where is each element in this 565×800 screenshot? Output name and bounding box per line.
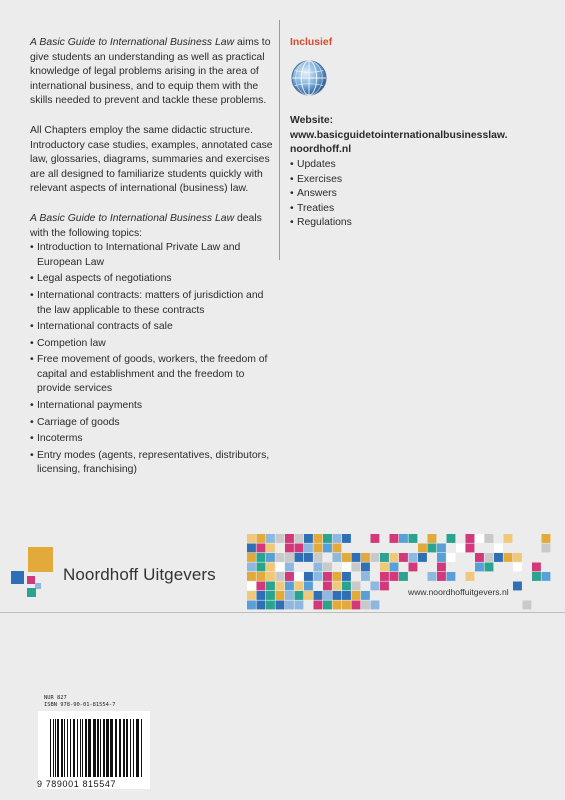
barcode-bar — [119, 719, 121, 777]
mosaic-tile — [342, 534, 351, 543]
mosaic-tile — [295, 534, 304, 543]
barcode-bar — [88, 719, 91, 777]
publisher-logo-icon — [11, 547, 53, 597]
mosaic-tile — [333, 572, 342, 581]
mosaic-tile — [266, 534, 275, 543]
isbn-code: ISBN 978-90-01-81554-7 — [44, 701, 116, 708]
mosaic-tile — [352, 582, 361, 591]
mosaic-tile — [304, 582, 313, 591]
mosaic-tile — [276, 553, 285, 562]
mosaic-tile — [485, 553, 494, 562]
barcode-bar — [93, 719, 96, 777]
topic-item: • Incoterms — [30, 432, 275, 447]
barcode-bar — [133, 719, 134, 777]
topic-item: • Introduction to International Private Law and European Law — [30, 241, 275, 270]
mosaic-tile — [447, 572, 456, 581]
mosaic-tile — [295, 601, 304, 610]
mosaic-tile — [371, 553, 380, 562]
intro-paragraph — [30, 36, 275, 109]
barcode-bar — [115, 719, 117, 777]
mosaic-tile — [333, 534, 342, 543]
mosaic-tile — [352, 563, 361, 572]
mosaic-tile — [314, 601, 323, 610]
mosaic-tile — [323, 534, 332, 543]
website-url-line1[interactable]: www.basicguidetointernationalbusinesslaw. — [290, 129, 508, 141]
mosaic-tile — [247, 534, 256, 543]
mosaic-tile — [428, 534, 437, 543]
barcode-bar — [77, 719, 78, 777]
barcode-bar — [130, 719, 131, 777]
mosaic-tile — [390, 572, 399, 581]
mosaic-tile — [304, 572, 313, 581]
publisher-url[interactable]: www.noordhoffuitgevers.nl — [408, 587, 509, 597]
mosaic-tile — [285, 601, 294, 610]
barcode-bar — [61, 719, 63, 777]
mosaic-tile — [266, 563, 275, 572]
mosaic-tile — [390, 534, 399, 543]
mosaic-tile — [276, 582, 285, 591]
mosaic-tile — [333, 582, 342, 591]
barcode-bar — [106, 719, 109, 777]
publisher-name: Noordhoff Uitgevers — [63, 565, 216, 584]
intro-text: aims to give students an understanding as well as practical knowledge of legal problems arising in the area of international business, and to equip them with the skills needed to prevent and tackle these problems. — [30, 37, 271, 107]
mosaic-tile — [342, 601, 351, 610]
mosaic-tile — [323, 601, 332, 610]
mosaic-tile — [542, 534, 551, 543]
website-label: Website: — [290, 115, 334, 127]
mosaic-tile — [399, 572, 408, 581]
mosaic-tile — [266, 591, 275, 600]
mosaic-tile — [437, 563, 446, 572]
mosaic-tile — [342, 553, 351, 562]
mosaic-tile — [285, 553, 294, 562]
mosaic-tile — [266, 572, 275, 581]
topic-item: • Entry modes (agents, representatives, distributors, licensing, franchising) — [30, 449, 275, 478]
mosaic-tile — [513, 582, 522, 591]
mosaic-tile — [342, 572, 351, 581]
topic-item: • Competion law — [30, 337, 275, 352]
topic-item: • Legal aspects of negotiations — [30, 272, 275, 287]
mosaic-tile — [390, 563, 399, 572]
mosaic-tile — [409, 553, 418, 562]
mosaic-tile — [475, 563, 484, 572]
extras-item: • Exercises — [290, 173, 550, 188]
mosaic-tile — [504, 534, 513, 543]
mosaic-tile — [361, 601, 370, 610]
mosaic-tile — [314, 572, 323, 581]
book-title-italic: A Basic Guide to International Business Law — [30, 37, 235, 48]
mosaic-tile — [295, 572, 304, 581]
book-title-italic-2: A Basic Guide to International Business Law — [30, 212, 235, 224]
barcode-bar — [80, 719, 81, 777]
extras-column — [290, 36, 550, 231]
mosaic-tile — [466, 572, 475, 581]
mosaic-tile — [542, 572, 551, 581]
topic-item: • International contracts: matters of jurisdiction and the law applicable to these contracts — [30, 289, 275, 318]
topic-item: • Carriage of goods — [30, 416, 275, 431]
mosaic-tile — [409, 563, 418, 572]
barcode-bar — [64, 719, 65, 777]
mosaic-tile — [285, 591, 294, 600]
barcode-bar — [100, 719, 101, 777]
mosaic-tile — [485, 563, 494, 572]
mosaic-tile — [428, 572, 437, 581]
mosaic-tile — [371, 582, 380, 591]
pixel-mosaic — [247, 534, 557, 610]
topic-item: • International payments — [30, 399, 275, 414]
mosaic-tile — [266, 582, 275, 591]
mosaic-tile — [266, 601, 275, 610]
mosaic-tile — [399, 553, 408, 562]
mosaic-tile — [475, 553, 484, 562]
mosaic-tile — [447, 553, 456, 562]
mosaic-tile — [380, 563, 389, 572]
mosaic-tile — [276, 601, 285, 610]
mosaic-tile — [352, 601, 361, 610]
mosaic-tile — [247, 553, 256, 562]
mosaic-tile — [532, 572, 541, 581]
topics-list — [30, 241, 275, 478]
description-column — [30, 36, 275, 480]
mosaic-tile — [266, 544, 275, 553]
mosaic-tile — [333, 591, 342, 600]
barcode-bar — [50, 719, 51, 777]
barcode-bar — [141, 719, 142, 777]
mosaic-tile — [285, 563, 294, 572]
mosaic-tile — [532, 563, 541, 572]
barcode-bar — [123, 719, 125, 777]
mosaic-tile — [276, 572, 285, 581]
mosaic-tile — [257, 544, 266, 553]
mosaic-tile — [257, 601, 266, 610]
mosaic-tile — [352, 553, 361, 562]
mosaic-tile — [276, 591, 285, 600]
mosaic-tile — [371, 534, 380, 543]
mosaic-tile — [314, 544, 323, 553]
mosaic-tile — [361, 563, 370, 572]
mosaic-tile — [323, 572, 332, 581]
mosaic-tile — [333, 601, 342, 610]
mosaic-tile — [361, 591, 370, 600]
mosaic-tile — [342, 563, 351, 572]
mosaic-tile — [304, 591, 313, 600]
mosaic-tile — [333, 544, 342, 553]
mosaic-tile — [409, 534, 418, 543]
mosaic-tile — [247, 591, 256, 600]
mosaic-tile — [342, 582, 351, 591]
mosaic-tile — [314, 553, 323, 562]
mosaic-tile — [314, 591, 323, 600]
barcode-digits: 9 789001 815547 — [37, 779, 117, 789]
mosaic-tile — [485, 534, 494, 543]
barcode-bar — [57, 719, 59, 777]
mosaic-tile — [257, 572, 266, 581]
mosaic-tile — [304, 553, 313, 562]
mosaic-tile — [390, 553, 399, 562]
mosaic-tile — [247, 582, 256, 591]
mosaic-tile — [523, 601, 532, 610]
mosaic-tile — [247, 572, 256, 581]
mosaic-tile — [456, 544, 465, 553]
column-divider — [279, 20, 280, 260]
topics-intro — [30, 212, 275, 241]
mosaic-tile — [257, 591, 266, 600]
mosaic-tile — [285, 572, 294, 581]
barcode-icon — [49, 719, 145, 779]
mosaic-tile — [371, 601, 380, 610]
extras-item: • Treaties — [290, 202, 550, 217]
mosaic-tile — [323, 544, 332, 553]
barcode-bar — [136, 719, 139, 777]
mosaic-tile — [542, 544, 551, 553]
mosaic-tile — [513, 563, 522, 572]
barcode-bar — [55, 719, 56, 777]
mosaic-tile — [504, 553, 513, 562]
topics-intro-text: deals with the following topics: — [30, 212, 262, 239]
mosaic-tile — [475, 534, 484, 543]
mosaic-tile — [257, 553, 266, 562]
mosaic-tile — [314, 534, 323, 543]
mosaic-tile — [323, 591, 332, 600]
barcode-bar — [82, 719, 83, 777]
mosaic-tile — [380, 582, 389, 591]
extras-list — [290, 158, 550, 231]
barcode-bar — [85, 719, 87, 777]
mosaic-tile — [257, 563, 266, 572]
barcode-bar — [126, 719, 128, 777]
mosaic-tile — [418, 544, 427, 553]
mosaic-tile — [266, 553, 275, 562]
mosaic-tile — [276, 563, 285, 572]
website-url-line2[interactable]: noordhoff.nl — [290, 144, 352, 156]
barcode-bar — [53, 719, 54, 777]
extras-item: • Updates — [290, 158, 550, 173]
mosaic-tile — [361, 553, 370, 562]
barcode-bar — [73, 719, 75, 777]
barcode-bar — [70, 719, 71, 777]
topic-item: • Free movement of goods, workers, the freedom of capital and establishment and the freedom to provide services — [30, 353, 275, 397]
mosaic-tile — [295, 544, 304, 553]
mosaic-tile — [399, 534, 408, 543]
mosaic-tile — [304, 544, 313, 553]
mosaic-tile — [333, 553, 342, 562]
globe-icon — [290, 59, 328, 97]
mosaic-tile — [494, 553, 503, 562]
mosaic-tile — [428, 544, 437, 553]
mosaic-tile — [380, 572, 389, 581]
mosaic-tile — [466, 534, 475, 543]
mosaic-tile — [276, 534, 285, 543]
inclusief-heading: Inclusief — [290, 37, 333, 48]
mosaic-tile — [247, 601, 256, 610]
mosaic-tile — [447, 534, 456, 543]
mosaic-tile — [285, 544, 294, 553]
mosaic-tile — [513, 553, 522, 562]
mosaic-tile — [380, 553, 389, 562]
structure-paragraph: All Chapters employ the same didactic structure. Introductory case studies, examples, annotated case law, glossaries, diagrams, summaries and exercises are all designed to familiarize students quickly with relevant aspects of international (business) law. — [30, 124, 273, 195]
mosaic-tile — [285, 582, 294, 591]
nur-code: NUR 827 — [44, 695, 67, 701]
mosaic-tile — [295, 591, 304, 600]
mosaic-tile — [466, 544, 475, 553]
barcode-bar — [67, 719, 68, 777]
mosaic-tile — [361, 572, 370, 581]
band-rule — [0, 612, 565, 613]
barcode-bar — [110, 719, 113, 777]
nur-isbn-block — [44, 695, 115, 708]
barcode-bar — [103, 719, 105, 777]
mosaic-tile — [323, 563, 332, 572]
topic-item: • International contracts of sale — [30, 320, 275, 335]
mosaic-tile — [323, 582, 332, 591]
barcode-bar — [97, 719, 99, 777]
mosaic-tile — [352, 591, 361, 600]
mosaic-tile — [295, 553, 304, 562]
mosaic-tile — [437, 544, 446, 553]
mosaic-tile — [247, 544, 256, 553]
mosaic-tile — [257, 582, 266, 591]
mosaic-tile — [437, 553, 446, 562]
mosaic-tile — [418, 553, 427, 562]
mosaic-tile — [295, 582, 304, 591]
extras-item: • Regulations — [290, 216, 550, 231]
mosaic-tile — [437, 572, 446, 581]
mosaic-tile — [304, 534, 313, 543]
extras-item: • Answers — [290, 187, 550, 202]
mosaic-tile — [257, 534, 266, 543]
mosaic-tile — [342, 591, 351, 600]
mosaic-tile — [247, 563, 256, 572]
mosaic-tile — [494, 544, 503, 553]
mosaic-tile — [285, 534, 294, 543]
mosaic-tile — [314, 563, 323, 572]
